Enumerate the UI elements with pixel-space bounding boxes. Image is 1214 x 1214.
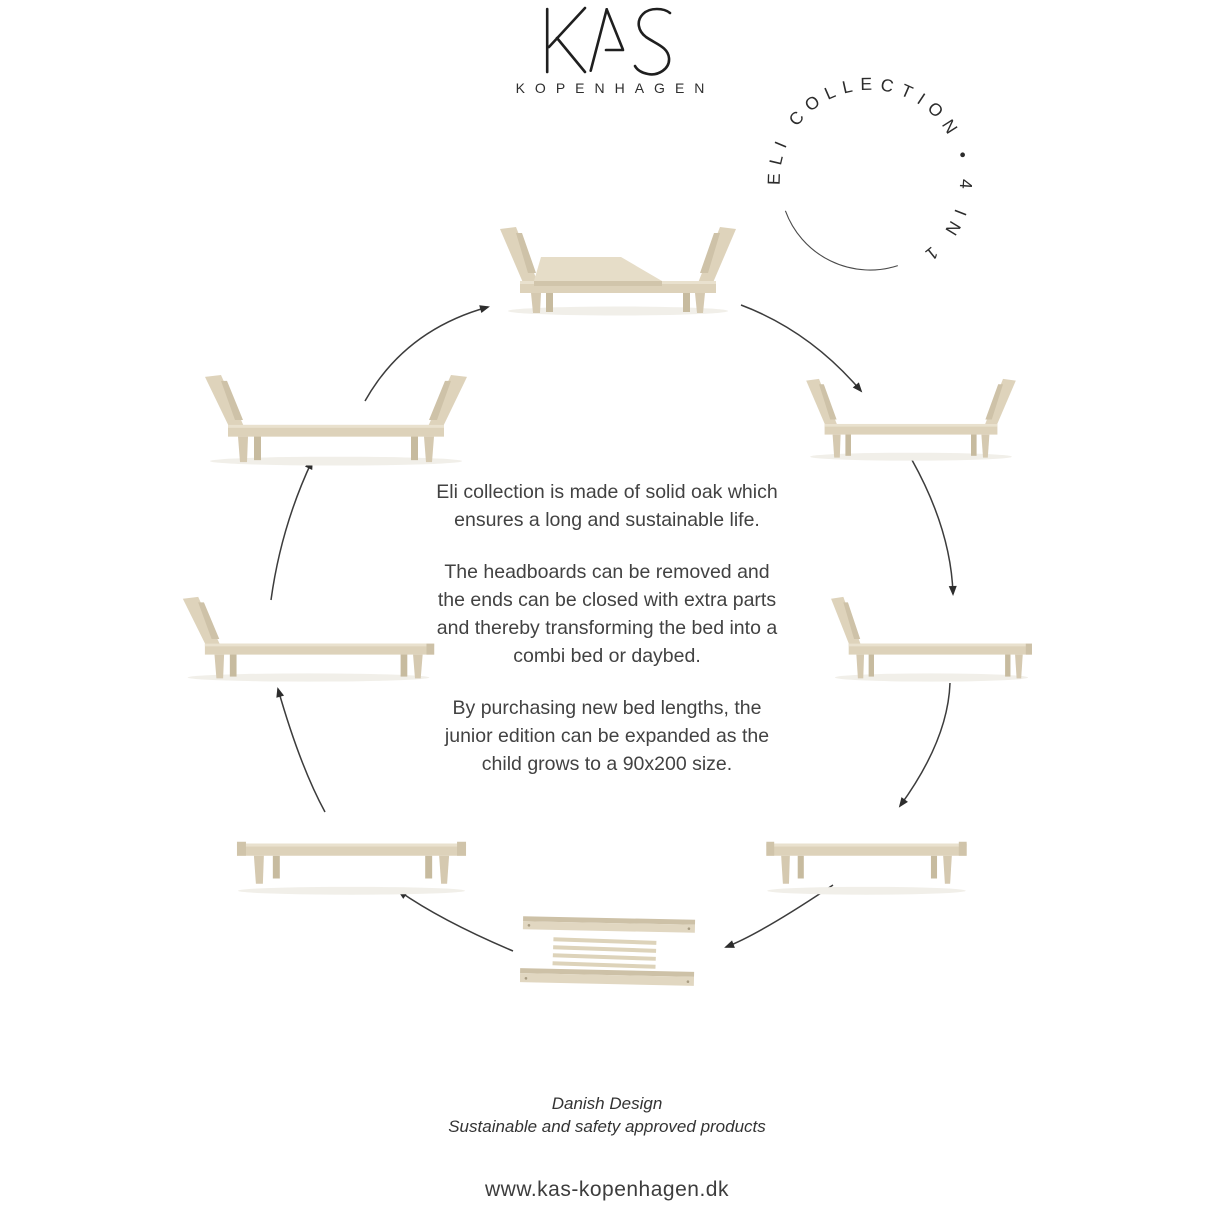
description-paragraph: By purchasing new bed lengths, the junior edition can be expanded as the child grows to a 90x200 size. [444, 697, 770, 775]
platform-bed-illustration [762, 833, 971, 896]
arrow-bottom-left-to-left [278, 689, 325, 812]
stage-extended-bed-one-headboard [179, 596, 438, 683]
daybed-illustration [803, 378, 1019, 462]
bed-parts-illustration [520, 912, 698, 990]
full-bed-illustration [201, 374, 471, 467]
arrow-right-to-bottom-right [900, 683, 950, 806]
junior-bed-illustration [828, 596, 1035, 683]
stage-junior-bed-one-headboard [828, 596, 1035, 683]
extended-bed-illustration [179, 596, 438, 683]
description-paragraph: Eli collection is made of solid oak which ensures a long and sustainable life. [436, 481, 778, 531]
stage-junior-platform-bed [762, 833, 971, 896]
arrow-parts-to-bottom-left [399, 891, 513, 951]
tagline-line-2: Sustainable and safety approved products [448, 1117, 766, 1136]
website-url: www.kas-kopenhagen.dk [485, 1178, 729, 1201]
badge-circular-text: ELI COLLECTION • 4 IN 1 [763, 73, 977, 268]
description-paragraph: The headboards can be removed and the ends can be closed with extra parts and thereby transforming the bed into a combi bed or daybed. [436, 561, 778, 667]
collection-description [432, 478, 782, 802]
stage-daybed-two-headboards [803, 378, 1019, 462]
logo-subtext: KOPENHAGEN [515, 80, 715, 96]
arrow-top-right-to-right [912, 460, 953, 594]
combi-bed-illustration [498, 224, 738, 316]
stage-disassembled-bed-parts [520, 912, 698, 990]
arrow-left-to-top-left [271, 461, 312, 600]
stage-extended-platform-bed [232, 833, 471, 896]
stage-full-bed-two-headboards [201, 374, 471, 467]
tagline-line-1: Danish Design [551, 1094, 663, 1113]
footer-tagline [0, 1092, 1214, 1138]
stage-combi-bed-with-table [498, 224, 738, 316]
platform-bed-illustration [232, 833, 471, 896]
